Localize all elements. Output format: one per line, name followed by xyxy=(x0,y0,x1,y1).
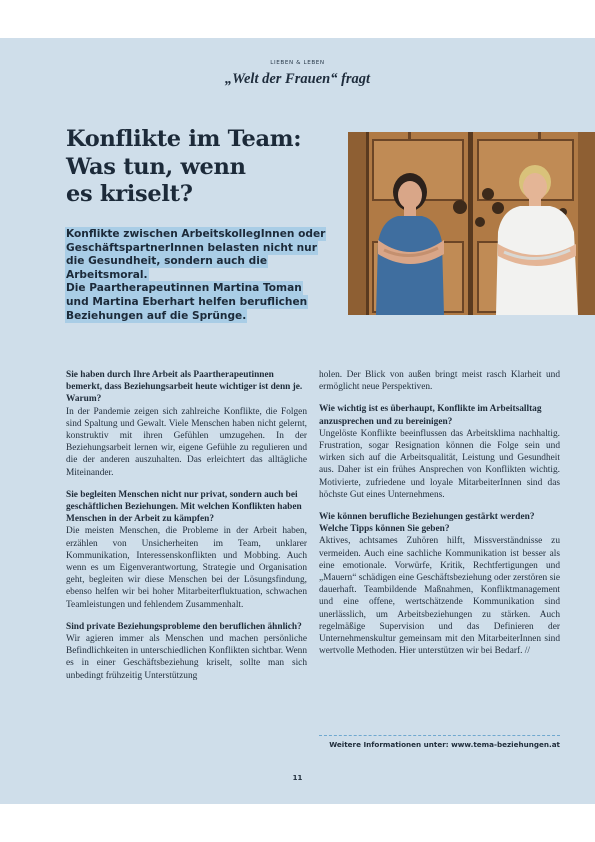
interview-question: Sie begleiten Menschen nicht nur privat, sondern auch bei geschäftlichen Beziehungen. Mit welchen Konflikten haben Menschen in der Arbeit zu kämpfen? xyxy=(66,489,302,525)
intro-line: Beziehungen auf die Sprünge. xyxy=(66,309,247,322)
title-line: Was tun, wenn xyxy=(66,153,246,180)
portrait-photo xyxy=(348,132,595,315)
interview-answer: Aktives, achtsames Zuhören hilft, Missverständnisse zu vermeiden. Auch eine sachliche Kommunikation ist besser als eine emotionale. Vorwürfe, Kritik, Rechtfertigungen und „Mauern“ schädigen eine Geschäftsbeziehung oder zerstören sie dauerhaft. Teambildende Maßnahmen, Konfliktmanagement und eine offene, wertschätzende Kommunikation sind unerlässlich, um Arbeitsbeziehungen zu stärken. Auch regelmäßige Supervision und das Definieren der Unternehmenskultur gemeinsam mit den MitarbeiterInnen sind wertvolle Methoden. Hier unterstützen wir bei Bedarf. // xyxy=(319,536,560,657)
interview-question: Wie wichtig ist es überhaupt, Konflikte im Arbeitsalltag anzusprechen und zu bereinigen? xyxy=(319,404,542,427)
interview-answer: Ungelöste Konflikte beeinflussen das Arbeitsklima nachhaltig. Frustration, sogar Resignation können die Folge sein und wirken sich auf die Arbeitsqualität, Leistung und Gesundheit aus. Daher ist ein frühes Ansprechen von Konflikten wichtig. Motivierte, zufriedene und loyale MitarbeiterInnen sind das höchste Gut eines Unternehmens. xyxy=(319,428,560,500)
left-column xyxy=(66,369,307,682)
right-column xyxy=(319,369,560,657)
interview-answer: Die meisten Menschen, die Probleme in der Arbeit haben, erzählen von Unsicherheiten im Team, unklarer Kommunikation, Interessenskonflikten und Mobbing. Auch wenn es um Eigenverantwortung, Strategie und Organisation geht, begleiten wir diese Menschen bei der Lösungsfindung, ebenso helfen wir bei hoher Mitarbeiterfluktuation, schwachen Teamleistungen und fehlendem Zusammenhalt. xyxy=(66,526,307,610)
interview-answer: holen. Der Blick von außen bringt meist rasch Klarheit und ermöglicht neue Perspektiven. xyxy=(319,370,560,393)
intro-line: Die Paartherapeutinnen Martina Toman xyxy=(66,282,302,295)
interview-answer: Wir agieren immer als Menschen und machen persönliche Befindlichkeiten in unterschiedlichen Konflikten sichtbar. Wenn es in einer Geschäftsbeziehung kriselt, sollte man sich unbedingt frühzeitig Unterstützung xyxy=(66,634,307,681)
article-title xyxy=(66,126,336,209)
interview-question: Wie können berufliche Beziehungen gestärkt werden? Welche Tipps können Sie geben? xyxy=(319,512,535,535)
magazine-page xyxy=(0,38,595,804)
title-line: Konflikte im Team: xyxy=(66,126,302,152)
divider xyxy=(319,735,560,736)
article-intro xyxy=(66,228,336,323)
interview-question: Sind private Beziehungsprobleme den beruflichen ähnlich? xyxy=(66,621,302,632)
title-line: es kriselt? xyxy=(66,181,193,207)
intro-line: GeschäftspartnerInnen belasten nicht nur xyxy=(66,241,317,254)
intro-line: Konflikte zwischen ArbeitskollegInnen oder xyxy=(66,228,326,240)
series-title: „Welt der Frauen“ fragt xyxy=(224,71,371,87)
more-info-link[interactable]: Weitere Informationen unter: www.tema-beziehungen.at xyxy=(329,740,560,749)
section-kicker: LIEBEN & LEBEN xyxy=(270,60,325,66)
page-number: 11 xyxy=(292,774,303,782)
interview-answer: In der Pandemie zeigen sich zahlreiche Konflikte, die Folgen sind Spaltung und Gewalt. Viele Menschen haben nicht gelernt, konstruktiv mit ihren Gefühlen umzugehen. In der Beziehungsarbeit lernen wir, eigene Gefühle zu regulieren und die der anderen auszuhalten. Das erleichtert das alltägliche Miteinander. xyxy=(66,406,307,478)
intro-line: die Gesundheit, sondern auch die Arbeitsmoral. xyxy=(66,255,268,281)
interview-question: Sie haben durch Ihre Arbeit als Paartherapeutinnen bemerkt, dass Beziehungsarbeit heute wichtiger ist denn je. Warum? xyxy=(66,370,303,405)
intro-line: und Martina Eberhart helfen beruflichen xyxy=(66,295,308,308)
